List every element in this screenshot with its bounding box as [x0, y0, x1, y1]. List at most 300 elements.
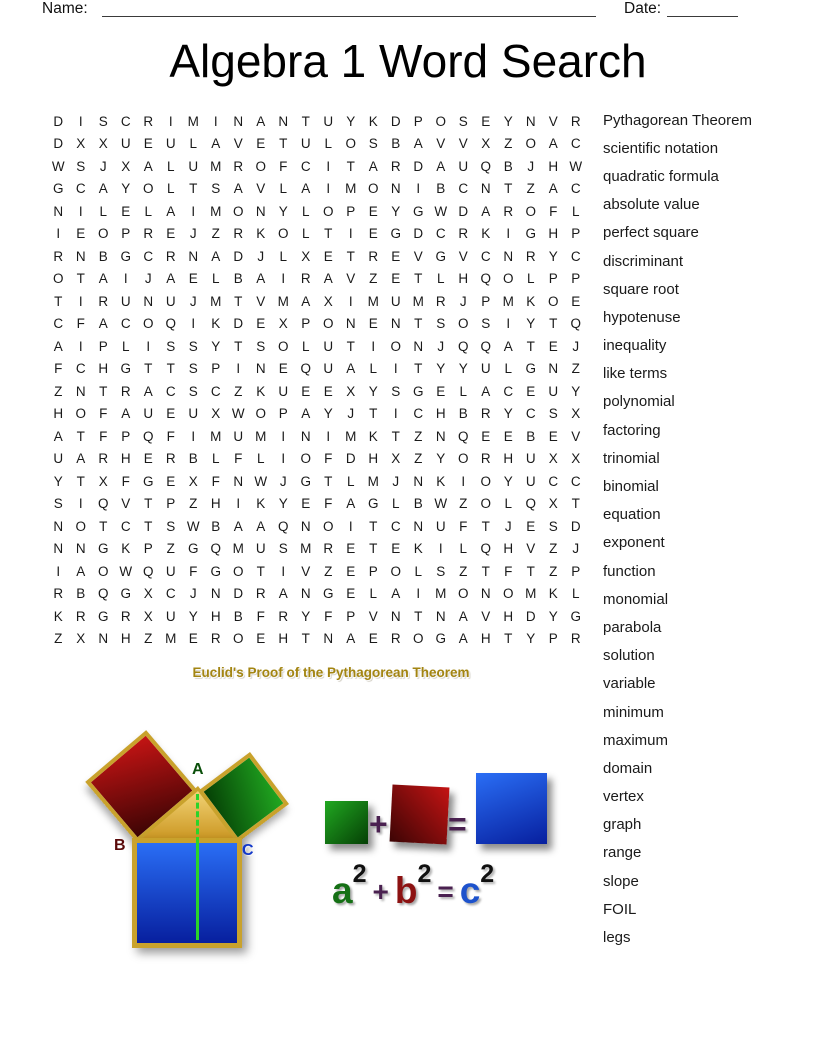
grid-letter: Q: [480, 338, 491, 354]
grid-letter: D: [233, 586, 244, 602]
grid-letter: N: [480, 586, 491, 602]
grid-letter: S: [278, 541, 288, 557]
word-list-item: graph: [603, 816, 642, 834]
grid-letter: O: [480, 473, 491, 489]
grid-letter: N: [255, 361, 266, 377]
grid-letter: U: [165, 136, 176, 152]
grid-letter: E: [256, 631, 266, 647]
grid-letter: N: [435, 428, 446, 444]
grid-letter: Z: [459, 496, 468, 512]
grid-letter: P: [301, 316, 311, 332]
grid-letter: O: [322, 316, 334, 332]
grid-letter: O: [322, 518, 334, 534]
grid-letter: I: [78, 496, 83, 512]
grid-letter: J: [437, 338, 445, 354]
equals-sign: =: [448, 806, 467, 842]
grid-letter: T: [279, 136, 288, 152]
grid-letter: M: [345, 181, 357, 197]
grid-letter: Z: [54, 631, 63, 647]
grid-letter: I: [281, 451, 286, 467]
word-list-item: monomial: [603, 590, 669, 608]
equation-exponent-a: 2: [352, 860, 367, 888]
grid-letter: U: [300, 136, 311, 152]
grid-letter: L: [459, 383, 467, 399]
grid-letter: V: [301, 563, 311, 579]
word-list-item: binomial: [603, 478, 659, 496]
grid-letter: E: [346, 586, 356, 602]
grid-letter: E: [526, 383, 536, 399]
grid-letter: C: [143, 248, 154, 264]
grid-letter: U: [143, 406, 154, 422]
grid-letter: Z: [414, 428, 423, 444]
grid-letter: E: [121, 203, 131, 219]
grid-letter: K: [256, 496, 266, 512]
grid-letter: Y: [526, 316, 536, 332]
grid-letter: E: [391, 248, 401, 264]
grid-letter: T: [526, 563, 535, 579]
grid-letter: X: [278, 316, 288, 332]
grid-letter: V: [413, 248, 423, 264]
grid-letter: D: [458, 203, 469, 219]
grid-letter: A: [76, 451, 86, 467]
grid-letter: T: [54, 293, 63, 309]
grid-letter: K: [121, 541, 131, 557]
grid-letter: J: [504, 518, 512, 534]
grid-letter: K: [53, 608, 63, 624]
grid-letter: U: [165, 563, 176, 579]
grid-letter: T: [76, 428, 85, 444]
grid-letter: N: [188, 248, 199, 264]
grid-letter: S: [188, 383, 198, 399]
grid-letter: Q: [525, 496, 536, 512]
grid-letter: O: [457, 451, 469, 467]
grid-letter: A: [481, 383, 491, 399]
grid-letter: U: [120, 136, 131, 152]
grid-letter: O: [390, 338, 401, 354]
grid-letter: Q: [97, 496, 109, 512]
grid-letter: V: [233, 136, 243, 152]
grid-letter: N: [435, 608, 446, 624]
grid-letter: X: [301, 248, 311, 264]
grid-letter: J: [392, 473, 400, 489]
grid-letter: N: [75, 383, 86, 399]
grid-letter: L: [414, 563, 422, 579]
grid-letter: O: [480, 496, 491, 512]
grid-letter: M: [435, 586, 447, 602]
grid-letter: Z: [414, 451, 423, 467]
grid-letter: C: [120, 518, 131, 534]
grid-letter: B: [211, 518, 221, 534]
grid-letter: X: [548, 451, 558, 467]
grid-letter: J: [459, 293, 467, 309]
grid-letter: E: [503, 428, 513, 444]
grid-letter: I: [168, 113, 173, 129]
grid-letter: O: [502, 271, 514, 287]
grid-letter: U: [458, 158, 469, 174]
grid-letter: O: [75, 518, 86, 534]
grid-letter: I: [78, 338, 83, 354]
grid-letter: R: [53, 586, 64, 602]
grid-letter: V: [548, 113, 558, 129]
blue-square-c2: [476, 773, 547, 844]
grid-letter: O: [142, 181, 154, 197]
grid-letter: R: [143, 113, 154, 129]
grid-letter: Z: [504, 136, 513, 152]
grid-letter: M: [367, 293, 379, 309]
grid-letter: N: [53, 203, 64, 219]
grid-letter: F: [324, 608, 333, 624]
grid-letter: A: [211, 248, 221, 264]
grid-letter: I: [191, 203, 196, 219]
equation-term-a: a: [332, 870, 353, 911]
grid-letter: A: [481, 203, 491, 219]
grid-letter: C: [75, 181, 86, 197]
grid-letter: L: [301, 226, 310, 242]
grid-letter: A: [301, 181, 311, 197]
grid-letter: C: [503, 383, 514, 399]
grid-letter: L: [211, 451, 220, 467]
plus-sign: +: [369, 806, 388, 842]
grid-letter: W: [434, 203, 448, 219]
grid-letter: L: [324, 136, 332, 152]
grid-letter: L: [189, 136, 197, 152]
grid-letter: S: [188, 338, 198, 354]
grid-letter: H: [548, 226, 559, 242]
grid-letter: Z: [234, 383, 243, 399]
grid-letter: I: [326, 428, 331, 444]
grid-letter: L: [571, 203, 580, 219]
grid-letter: O: [525, 136, 536, 152]
grid-letter: L: [301, 203, 310, 219]
grid-letter: C: [413, 406, 424, 422]
grid-letter: E: [301, 383, 311, 399]
word-list-item: FOIL: [603, 900, 637, 918]
grid-letter: E: [391, 271, 401, 287]
grid-letter: S: [436, 563, 446, 579]
grid-letter: E: [368, 203, 378, 219]
grid-letter: R: [120, 608, 131, 624]
grid-letter: E: [301, 496, 311, 512]
grid-letter: N: [53, 541, 64, 557]
equation-term-b: b: [394, 870, 418, 911]
grid-letter: G: [187, 541, 199, 557]
grid-letter: I: [416, 586, 421, 602]
grid-letter: G: [120, 248, 131, 264]
grid-letter: J: [527, 158, 535, 174]
grid-letter: M: [210, 203, 222, 219]
name-label: Name:: [42, 0, 88, 17]
word-list-item: range: [603, 844, 642, 862]
grid-letter: Q: [277, 518, 289, 534]
grid-letter: A: [323, 271, 333, 287]
grid-letter: P: [143, 541, 153, 557]
grid-letter: G: [525, 361, 536, 377]
grid-letter: F: [121, 473, 130, 489]
grid-letter: S: [76, 158, 86, 174]
grid-letter: F: [189, 563, 198, 579]
grid-letter: L: [346, 473, 355, 489]
grid-letter: X: [188, 473, 198, 489]
grid-letter: Y: [503, 406, 513, 422]
grid-letter: P: [211, 361, 221, 377]
grid-letter: A: [548, 181, 558, 197]
grid-letter: E: [391, 541, 401, 557]
grid-letter: C: [120, 113, 131, 129]
grid-letter: A: [166, 203, 176, 219]
grid-letter: J: [144, 271, 152, 287]
grid-letter: K: [256, 383, 266, 399]
grid-letter: S: [98, 113, 108, 129]
grid-letter: R: [570, 631, 581, 647]
grid-letter: Y: [53, 473, 63, 489]
grid-letter: Q: [210, 541, 221, 557]
grid-letter: Q: [480, 271, 491, 287]
grid-letter: O: [390, 563, 401, 579]
grid-letter: X: [143, 608, 153, 624]
grid-letter: A: [233, 181, 243, 197]
grid-letter: S: [391, 383, 401, 399]
grid-letter: P: [481, 293, 491, 309]
grid-letter: H: [480, 631, 491, 647]
grid-letter: R: [435, 293, 446, 309]
grid-letter: R: [480, 451, 491, 467]
grid-letter: U: [53, 451, 64, 467]
grid-letter: B: [233, 608, 243, 624]
word-list-item: Pythagorean Theorem: [603, 111, 752, 129]
grid-letter: J: [99, 158, 107, 174]
grid-letter: O: [255, 158, 266, 174]
grid-letter: V: [346, 271, 356, 287]
grid-letter: L: [166, 158, 175, 174]
grid-letter: E: [76, 226, 86, 242]
grid-letter: K: [436, 473, 446, 489]
grid-letter: A: [143, 158, 153, 174]
word-list-item: slope: [603, 872, 639, 890]
grid-letter: S: [368, 136, 378, 152]
grid-letter: K: [368, 428, 378, 444]
grid-letter: G: [435, 248, 446, 264]
grid-letter: R: [255, 586, 266, 602]
grid-letter: A: [256, 113, 266, 129]
grid-letter: A: [346, 361, 356, 377]
page-title: Algebra 1 Word Search: [169, 35, 647, 87]
grid-letter: X: [98, 473, 108, 489]
grid-letter: T: [526, 338, 535, 354]
grid-letter: T: [301, 631, 310, 647]
grid-letter: T: [189, 181, 198, 197]
grid-letter: J: [279, 473, 287, 489]
grid-letter: Y: [391, 203, 401, 219]
grid-letter: Y: [188, 608, 198, 624]
grid-letter: F: [504, 563, 513, 579]
grid-letter: T: [76, 271, 85, 287]
grid-letter: A: [368, 158, 378, 174]
grid-letter: Z: [189, 496, 198, 512]
grid-letter: O: [435, 113, 446, 129]
grid-letter: F: [324, 451, 333, 467]
grid-letter: V: [526, 541, 536, 557]
grid-letter: J: [189, 293, 197, 309]
grid-letter: N: [525, 113, 536, 129]
grid-letter: K: [256, 226, 266, 242]
grid-letter: I: [348, 293, 353, 309]
grid-letter: Z: [211, 226, 220, 242]
grid-letter: F: [211, 473, 220, 489]
pythagorean-equation: [332, 860, 495, 911]
grid-letter: U: [525, 451, 536, 467]
grid-letter: T: [324, 226, 333, 242]
grid-letter: I: [56, 226, 61, 242]
grid-letter: L: [504, 361, 512, 377]
grid-letter: Z: [549, 563, 558, 579]
grid-letter: A: [256, 271, 266, 287]
grid-letter: I: [281, 428, 286, 444]
grid-letter: P: [571, 271, 581, 287]
grid-letter: U: [323, 113, 334, 129]
altitude-solid-line: [196, 843, 199, 940]
grid-letter: M: [255, 428, 267, 444]
grid-letter: A: [98, 181, 108, 197]
equation-term-c: c: [459, 870, 481, 911]
grid-letter: H: [120, 451, 131, 467]
grid-letter: T: [391, 428, 400, 444]
grid-letter: T: [571, 496, 580, 512]
grid-letter: L: [99, 203, 107, 219]
grid-letter: W: [51, 158, 65, 174]
grid-letter: N: [345, 316, 356, 332]
grid-letter: X: [571, 406, 581, 422]
grid-letter: X: [481, 136, 491, 152]
word-search-grid: [47, 110, 587, 650]
grid-letter: C: [53, 316, 64, 332]
date-blank-line: [667, 0, 738, 17]
grid-letter: R: [233, 226, 244, 242]
grid-letter: N: [503, 248, 514, 264]
grid-letter: R: [210, 631, 221, 647]
grid-letter: Q: [300, 361, 311, 377]
grid-letter: E: [346, 541, 356, 557]
grid-letter: W: [231, 406, 245, 422]
grid-letter: Z: [526, 181, 535, 197]
word-list-item: scientific notation: [603, 139, 719, 157]
grid-letter: E: [143, 136, 153, 152]
grid-letter: D: [233, 316, 244, 332]
grid-letter: K: [413, 541, 423, 557]
grid-letter: G: [412, 203, 424, 219]
grid-letter: B: [391, 136, 401, 152]
grid-letter: Y: [548, 248, 558, 264]
word-list-item: function: [603, 562, 656, 580]
grid-letter: P: [571, 226, 581, 242]
grid-letter: O: [52, 271, 64, 287]
grid-letter: J: [257, 248, 265, 264]
grid-letter: L: [211, 271, 220, 287]
grid-letter: U: [480, 361, 491, 377]
grid-letter: Z: [166, 541, 175, 557]
grid-letter: A: [76, 563, 86, 579]
grid-letter: L: [459, 541, 467, 557]
grid-letter: V: [256, 181, 266, 197]
grid-letter: F: [166, 428, 175, 444]
grid-letter: T: [549, 316, 558, 332]
grid-letter: R: [480, 406, 491, 422]
grid-letter: C: [165, 383, 176, 399]
grid-letter: S: [458, 113, 468, 129]
grid-letter: P: [278, 406, 288, 422]
grid-letter: I: [123, 271, 128, 287]
grid-letter: X: [211, 406, 221, 422]
grid-letter: H: [278, 631, 289, 647]
grid-letter: A: [413, 136, 423, 152]
grid-letter: T: [414, 608, 423, 624]
word-list-item: variable: [603, 675, 656, 693]
grid-letter: G: [570, 608, 581, 624]
grid-letter: U: [233, 428, 244, 444]
grid-letter: W: [119, 563, 133, 579]
grid-letter: X: [76, 631, 86, 647]
grid-letter: N: [480, 181, 491, 197]
grid-letter: H: [210, 608, 221, 624]
grid-letter: X: [98, 136, 108, 152]
grid-letter: S: [166, 518, 176, 534]
grid-letter: M: [412, 293, 424, 309]
grid-letter: U: [278, 383, 289, 399]
grid-letter: L: [166, 181, 175, 197]
grid-letter: I: [213, 113, 218, 129]
grid-letter: L: [121, 338, 130, 354]
grid-letter: S: [481, 316, 491, 332]
grid-letter: C: [390, 518, 401, 534]
grid-letter: L: [571, 586, 580, 602]
grid-letter: Q: [97, 586, 109, 602]
grid-letter: T: [144, 496, 153, 512]
grid-letter: O: [547, 293, 559, 309]
grid-letter: T: [481, 518, 490, 534]
grid-letter: A: [98, 316, 108, 332]
grid-letter: U: [390, 293, 401, 309]
grid-letter: A: [301, 406, 311, 422]
grid-letter: A: [301, 293, 311, 309]
grid-letter: L: [504, 496, 512, 512]
grid-letter: E: [278, 361, 288, 377]
grid-letter: E: [526, 518, 536, 534]
grid-letter: Y: [503, 473, 513, 489]
grid-letter: P: [121, 226, 131, 242]
vertex-label-c: C: [242, 842, 254, 859]
grid-letter: I: [236, 496, 241, 512]
grid-letter: E: [548, 338, 558, 354]
grid-letter: M: [277, 293, 289, 309]
grid-letter: N: [323, 631, 334, 647]
grid-letter: Q: [457, 428, 469, 444]
grid-letter: L: [279, 248, 287, 264]
equation-exponent-c: 2: [480, 860, 495, 888]
grid-letter: O: [300, 451, 311, 467]
grid-letter: J: [572, 338, 580, 354]
grid-letter: F: [324, 496, 333, 512]
grid-letter: T: [504, 181, 513, 197]
grid-letter: R: [98, 451, 109, 467]
grid-letter: A: [143, 383, 153, 399]
grid-letter: E: [323, 248, 333, 264]
blue-square-on-hypotenuse: [132, 838, 242, 948]
grid-letter: T: [369, 541, 378, 557]
grid-letter: O: [502, 586, 514, 602]
grid-letter: D: [570, 518, 581, 534]
grid-letter: X: [143, 586, 153, 602]
grid-letter: D: [53, 136, 64, 152]
grid-letter: X: [571, 451, 581, 467]
